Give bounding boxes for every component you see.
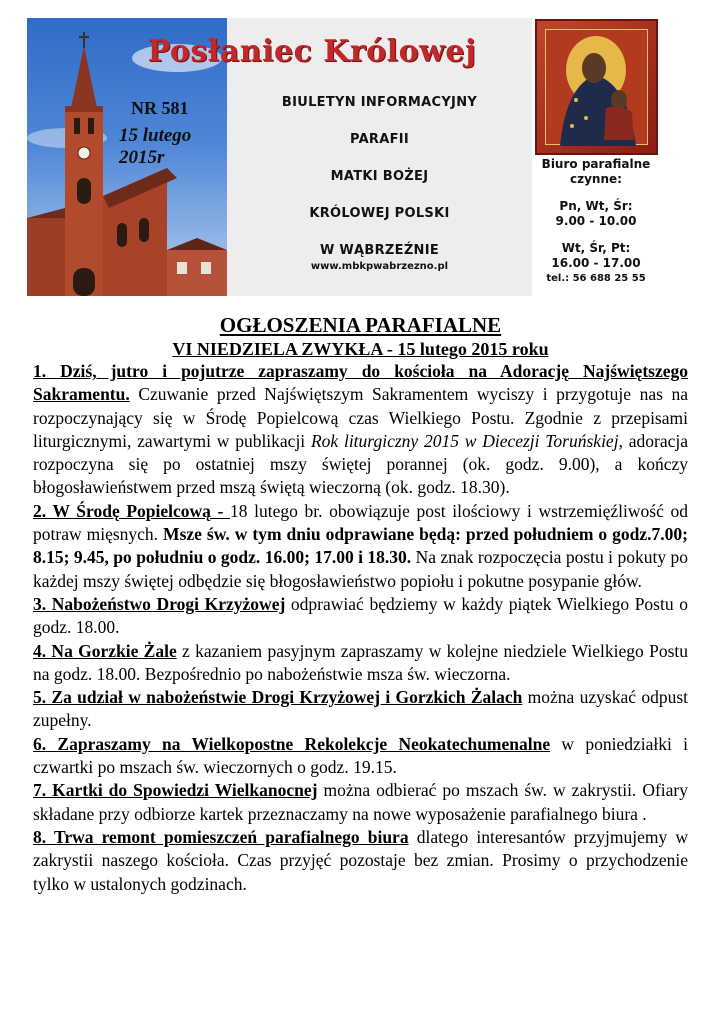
office-label: czynne:	[570, 172, 622, 186]
website-link[interactable]: www.mbkpwabrzezno.pl	[310, 261, 449, 272]
announcement-heading: 5. Za udział w nabożeństwie Drogi Krzyżowej i Gorzkich Żalach	[33, 687, 523, 708]
office-hours	[532, 157, 660, 286]
announcement-heading: 4. Na Gorzkie Żale	[33, 640, 177, 661]
page-subtitle: VI NIEDZIELA ZWYKŁA - 15 lutego 2015 roku	[172, 339, 549, 359]
announcement-text: odprawiać będziemy w każdy piątek Wielkiego Postu o godz. 18.00.	[33, 593, 688, 638]
announcement-heading: 6. Zapraszamy na Wielkopostne Rekolekcje Neokatechumenalne	[33, 733, 551, 754]
announcement-text: w poniedziałki i czwartki po mszach św. wieczornych o godz. 19.15.	[33, 733, 688, 778]
office-hours-time: 9.00 - 10.00	[555, 214, 637, 228]
issue-info	[119, 98, 234, 169]
announcement-item	[33, 500, 688, 593]
announcement-text: 18 lutego br. obowiązuje post ilościowy i wstrzemięźliwość od potraw mięsnych.	[33, 500, 688, 545]
announcement-text: można uzyskać odpust zupełny.	[33, 687, 688, 731]
announcement-item	[33, 360, 688, 500]
bulletin-title: Posłaniec Królowej	[147, 34, 477, 69]
office-days: Wt, Śr, Pt:	[561, 241, 631, 255]
announcement-item	[33, 593, 688, 640]
office-label: Biuro parafialne	[541, 157, 651, 171]
office-phone: tel.: 56 688 25 55	[546, 273, 646, 284]
bulletin-line: W WĄBRZEŹNIE	[319, 243, 440, 258]
announcement-heading: 3. Nabożeństwo Drogi Krzyżowej	[33, 593, 286, 614]
issue-date-line1: 15 lutego	[119, 125, 192, 146]
page-title: OGŁOSZENIA PARAFIALNE	[219, 313, 502, 337]
announcement-heading: 7. Kartki do Spowiedzi Wielkanocnej	[33, 780, 318, 801]
announcement-item	[33, 733, 688, 780]
office-days: Pn, Wt, Śr:	[559, 199, 633, 213]
bulletin-line: BIULETYN INFORMACYJNY	[281, 95, 478, 110]
announcement-text: dlatego interesantów przyjmujemy w zakrystii naszego kościoła. Czas przyjęć pozostaje bez zmian. Prosimy o przychodzenie tylko w ustalonych godzinach.	[33, 826, 688, 894]
bulletin-header	[27, 18, 660, 296]
announcement-text: Czuwanie przed Najświętszym Sakramentem wyciszy i przygotuje nas na rozpoczynający się w Środę Popielcową czas Wielkiego Postu. Zgodnie z przepisami liturgicznymi, zawartymi w publikacji	[33, 384, 688, 451]
bulletin-line: KRÓLOWEJ POLSKI	[309, 206, 450, 221]
publication-title: Rok liturgiczny 2015 w Diecezji Toruńskiej	[310, 430, 619, 451]
announcement-text: można odbierać po mszach św. w zakrystii. Ofiary składane przy odbiorze kartek przeznaczamy na nowe wyposażenie parafialnego biura .	[33, 780, 688, 824]
mass-times: Msze św. w tym dniu odprawiane będą: przed południem o godz.7.00; 8.15; 9.45, po południu o godz. 16.00; 17.00 i 18.30.	[33, 524, 688, 568]
madonna-icon	[535, 19, 658, 155]
announcement-item	[33, 640, 688, 687]
office-hours-time: 16.00 - 17.00	[551, 256, 641, 270]
announcements	[33, 312, 688, 896]
announcement-heading: 8. Trwa remont pomieszczeń parafialnego biura	[33, 826, 409, 847]
announcement-heading: 2. W Środę Popielcową -	[33, 500, 231, 521]
announcement-text: z kazaniem pasyjnym zapraszamy w kolejne niedziele Wielkiego Postu na godz. 18.00. Bezpośrednio po nabożeństwie msza św. wieczorna.	[33, 640, 688, 684]
bulletin-line: PARAFII	[349, 132, 410, 147]
announcement-heading: 1. Dziś, jutro i pojutrze zapraszamy do kościoła na Adorację Najświętszego Sakramentu.	[33, 361, 688, 405]
bulletin-description	[227, 84, 532, 269]
announcement-item	[33, 826, 688, 896]
announcement-item	[33, 686, 688, 733]
announcement-text: , adoracja rozpoczyna się po ostatniej mszy świętej porannej (ok. godz. 9.00), a kończy błogosławieństwem przed mszą świętą wieczorną (ok. godz. 18.30).	[33, 430, 688, 498]
announcement-item	[33, 779, 688, 826]
announcement-text: Na znak rozpoczęcia postu i pokuty po każdej mszy świętej odbędzie się błogosławieństwo popiołu i pokutne posypanie głów.	[33, 547, 688, 591]
issue-date-line2: 2015r	[119, 147, 165, 168]
issue-number: NR 581	[131, 98, 189, 118]
bulletin-line: MATKI BOŻEJ	[330, 169, 429, 184]
